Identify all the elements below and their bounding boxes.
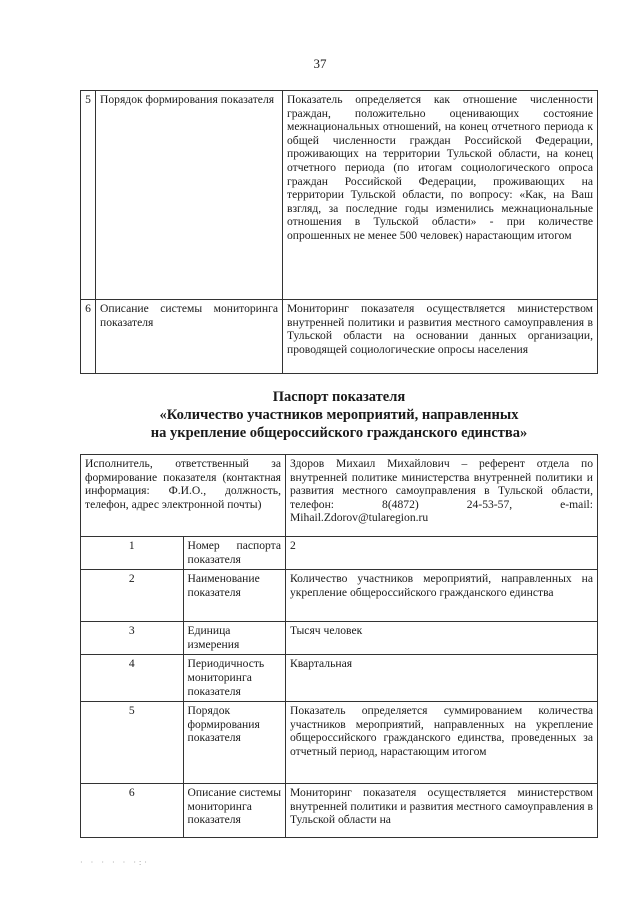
row-label: Описание системы мониторинга показателя (183, 784, 286, 838)
row-label: Порядок формирования показателя (96, 91, 283, 300)
table-row (81, 537, 598, 570)
passport-title-line: «Количество участников мероприятий, направленных (159, 407, 519, 423)
row-number: 5 (81, 702, 184, 784)
row-label: Наименование показателя (183, 570, 286, 622)
row-number: 3 (81, 622, 184, 655)
table-row (81, 655, 598, 702)
row-number: 5 (81, 91, 96, 300)
row-value: Мониторинг показателя осуществляется министерством внутренней политики и развития местного самоуправления в Тульской области на основании данных организации, проводящей социологические опросы населения (283, 300, 598, 374)
table-row (81, 91, 598, 300)
row-value: 2 (286, 537, 598, 570)
row-value: Мониторинг показателя осуществляется министерством внутренней политики и развития местного самоуправления в Тульской области на (286, 784, 598, 838)
row-value: Показатель определяется как отношение численности граждан, положительно оценивающих состояние межнациональных отношений, на конец отчетного периода к общей численности граждан Российской Федерации, проживающих на территории Тульской области, на конец отчетного периода (по итогам социологического опроса граждан Российской Федерации, проживающих на территории Тульской области, по вопросу: «Как, на Ваш взгляд, за последние годы изменились межнациональные отношения в Тульской области» - при количестве опрошенных не менее 500 человек) нарастающим итогом (283, 91, 598, 300)
passport-title-line: Паспорт показателя (272, 389, 406, 405)
row-label: Единица измерения (183, 622, 286, 655)
row-value: Тысяч человек (286, 622, 598, 655)
passport-table (80, 454, 598, 838)
row-value: Квартальная (286, 655, 598, 702)
row-label: Порядок формирования показателя (183, 702, 286, 784)
row-label: Периодичность мониторинга показателя (183, 655, 286, 702)
table-row (81, 300, 598, 374)
scan-artifact-dots: · · · · · ·:· (80, 858, 150, 867)
executor-label: Исполнитель, ответственный за формирование показателя (контактная информация: Ф.И.О., должность, телефон, адрес электронной почты) (81, 455, 286, 537)
row-number: 6 (81, 300, 96, 374)
passport-title (80, 388, 598, 442)
page-number: 37 (313, 56, 327, 71)
executor-value: Здоров Михаил Михайлович – референт отдела по внутренней политике министерства внутренней политики и развития местного самоуправления в Тульской области, телефон: 8(4872) 24-53-57, e-mail: Mihail.Zdorov@tularegion.ru (286, 455, 598, 537)
table-row (81, 784, 598, 838)
row-number: 6 (81, 784, 184, 838)
row-number: 4 (81, 655, 184, 702)
passport-title-line: на укрепление общероссийского гражданского единства» (150, 425, 528, 441)
row-value: Показатель определяется суммированием количества участников мероприятий, направленных на укрепление общероссийского гражданского единства, проведенных за отчетный период, нарастающим итогом (286, 702, 598, 784)
executor-row (81, 455, 598, 537)
row-label: Описание системы мониторинга показателя (96, 300, 283, 374)
row-label: Номер паспорта показателя (183, 537, 286, 570)
indicator-table-continued (80, 90, 598, 374)
row-number: 2 (81, 570, 184, 622)
table-row (81, 702, 598, 784)
row-value: Количество участников мероприятий, направленных на укрепление общероссийского гражданского единства (286, 570, 598, 622)
table-row (81, 570, 598, 622)
row-number: 1 (81, 537, 184, 570)
table-row (81, 622, 598, 655)
